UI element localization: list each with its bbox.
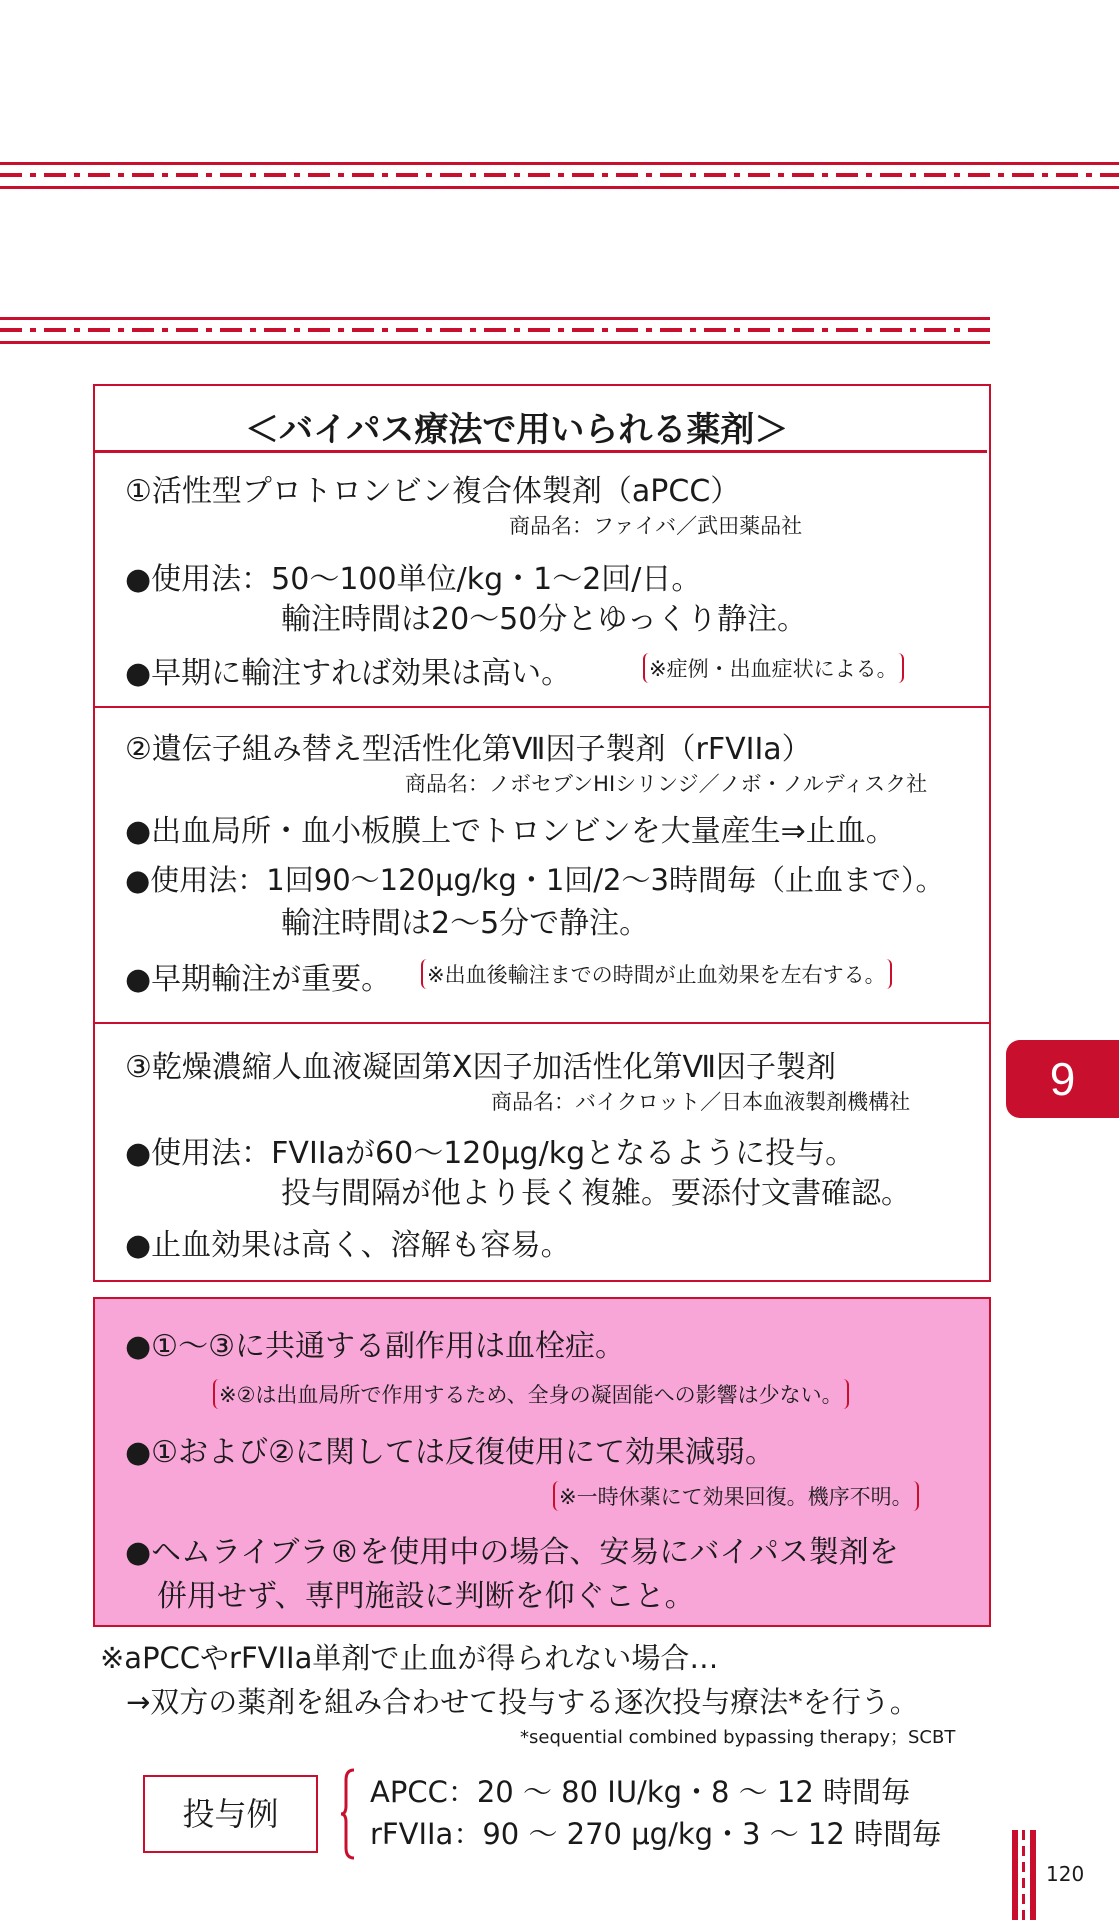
attenuation-line: ●①および②に関しては反復使用にて効果減弱。 [125,1435,775,1470]
usage-line: ●使用法：FVIIaが60〜120μg/kgとなるように投与。 [125,1136,856,1171]
section-heading: ③乾燥濃縮人血液凝固第Ⅹ因子加活性化第Ⅶ因子製剤 [125,1050,837,1085]
top-decorative-band [0,158,1119,192]
dose-apcc: APCC：20 〜 80 IU/kg・8 〜 12 時間毎 [370,1775,911,1809]
hemlibra-line: ●ヘムライブラ®を使用中の場合、安易にバイパス製剤を [125,1535,899,1570]
scbt-footnote: *sequential combined bypassing therapy；SCBT [520,1727,956,1748]
usage-line: ●使用法：1回90〜120μg/kg・1回/2〜3時間毎（止血まで）。 [125,863,945,897]
mechanism-line: ●出血局所・血小板膜上でトロンビンを大量産生⇒止血。 [125,814,896,849]
drug-list-box [93,384,991,1282]
usage-line: ●使用法：50〜100単位/kg・1〜2回/日。 [125,562,702,597]
second-decorative-band [0,313,990,347]
section-apcc [95,452,989,708]
usage-line-cont: 投与間隔が他より長く複雑。要添付文書確認。 [281,1176,911,1211]
hemlibra-line-cont: 併用せず、専門施設に判断を仰ぐこと。 [157,1579,695,1614]
thrombosis-note: ※②は出血局所で作用するため、全身の凝固能への影響は少ない。 [213,1379,849,1409]
brace-icon [340,1768,356,1860]
sequential-remark: ※aPCCやrFVIIa単剤で止血が得られない場合… [100,1641,719,1675]
thrombosis-line: ●①〜③に共通する副作用は血栓症。 [125,1329,625,1364]
efficacy-line: ●止血効果は高く、溶解も容易。 [125,1228,571,1263]
usage-line-cont: 輸注時間は2〜5分で静注。 [281,906,650,941]
usage-line-cont: 輸注時間は20〜50分とゆっくり静注。 [281,602,808,637]
sequential-remark-cont: →双方の薬剤を組み合わせて投与する逐次投与療法*を行う。 [126,1685,919,1719]
chapter-tab: 9 [1006,1040,1119,1118]
section-rfviia [95,708,989,1024]
product-name: 商品名：ノボセブンHIシリンジ／ノボ・ノルディスク社 [405,772,928,796]
section-note: ※出血後輸注までの時間が止血効果を左右する。 [421,959,892,989]
product-name: 商品名：バイクロット／日本血液製剤機構社 [491,1090,911,1114]
dose-rfviia: rFVIIa：90 〜 270 μg/kg・3 〜 12 時間毎 [370,1817,942,1851]
early-infusion-line: ●早期輸注が重要。 [125,962,392,997]
section-heading: ①活性型プロトロンビン複合体製剤（aPCC） [125,474,741,509]
section-bycrot [95,1024,989,1280]
dose-example-label: 投与例 [143,1775,318,1853]
page-number: 120 [1046,1862,1085,1886]
early-infusion-line: ●早期に輸注すれば効果は高い。 [125,656,572,691]
page-bar-decoration [1012,1830,1036,1920]
side-effect-box [93,1297,991,1627]
box-title: ＜バイパス療法で用いられる薬剤＞ [245,410,789,450]
attenuation-note: ※一時休薬にて効果回復。機序不明。 [553,1481,919,1511]
section-note: ※症例・出血症状による。 [643,653,904,683]
product-name: 商品名：ファイバ／武田薬品社 [509,514,803,538]
section-heading: ②遺伝子組み替え型活性化第Ⅶ因子製剤（rFVIIa） [125,732,812,767]
